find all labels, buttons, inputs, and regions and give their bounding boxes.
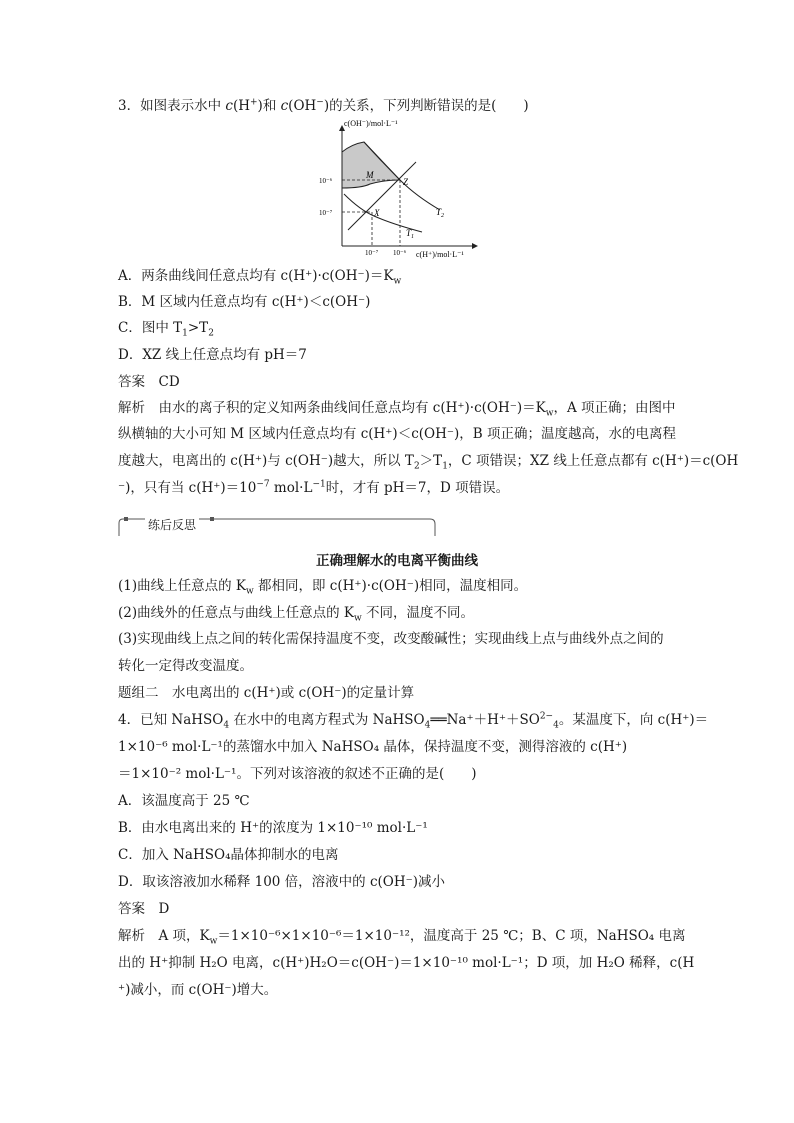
- q4-option-d: D．取该溶液加水稀释 100 倍，溶液中的 c(OH⁻)减小: [118, 874, 446, 890]
- label-t1: $T_1$: [406, 228, 415, 240]
- reflection-point-1: (1)曲线上任意点的 $K_w$ 都相同，即 c(H⁺)·c(OH⁻)相同，温度相同。: [118, 578, 528, 597]
- x-tick-high: 10⁻⁶: [393, 249, 407, 257]
- q4-analysis-2: 出的 H⁺抑制 H₂O 电离，c(H⁺)H₂O＝c(OH⁻)＝1×10⁻¹⁰ mol·L⁻¹；D 项，加 H₂O 稀释，c(H: [118, 955, 695, 971]
- q3-analysis-2: 纵横轴的大小可知 M 区域内任意点均有 c(H⁺)＜c(OH⁻)，B 项正确；温度越高，水的电离程: [118, 426, 676, 442]
- x-tick-low: 10⁻⁷: [365, 249, 379, 257]
- reflection-title: 正确理解水的电离平衡曲线: [316, 553, 478, 569]
- q3-stem: 3．如图表示水中 c(H+)和 c(OH−)的关系，下列判断错误的是( ): [118, 97, 529, 114]
- y-axis-label: c(OH⁻)/mol·L⁻¹: [344, 119, 398, 128]
- label-z: Z: [403, 177, 409, 187]
- curve-t1: [344, 194, 422, 232]
- q4-option-b: B．由水电离出来的 H⁺的浓度为 1×10⁻¹⁰ mol·L⁻¹: [118, 820, 428, 836]
- q4-analysis-3: ⁺)减小，而 c(OH⁻)增大。: [118, 982, 278, 998]
- q4-stem-1: 4．已知 NaHSO$_4$ 在水中的电离方程式为 $NaHSO_4══Na^++H^++SO^{2-}_4$。某温度下，向 c(H⁺)＝: [118, 711, 709, 731]
- group2-heading: 题组二 水电离出的 c(H⁺)或 c(OH⁻)的定量计算: [118, 685, 415, 701]
- q4-analysis-1: 解析 A 项，$K_w=1\times 10^{-6}\times 1\times 10^{-6}=1\times 10^{-12}$，温度高于 25 ℃；B、C 项，NaHSO₄ 电离: [118, 928, 686, 947]
- reflection-label: 练后反思: [145, 516, 199, 533]
- x-axis-label: c(H⁺)/mol·L⁻¹: [416, 250, 464, 259]
- q3-analysis-3: 度越大，电离出的 c(H⁺)与 c(OH⁻)越大，所以 $T_2>T_1$，C 项错误；XZ 线上任意点都有 c(H⁺)＝c(OH: [118, 453, 739, 472]
- q3-option-a: A．两条曲线间任意点均有 $c(H^+)\cdot c(OH^-)=K_w$: [118, 268, 402, 287]
- q3-answer: 答案 CD: [118, 374, 180, 390]
- reflection-point-3: (3)实现曲线上点之间的转化需保持温度不变，改变酸碱性；实现曲线上点与曲线外点之间的: [118, 631, 664, 647]
- y-tick-high: 10⁻⁶: [319, 177, 333, 185]
- reflection-point-3-cont: 转化一定得改变温度。: [118, 658, 253, 674]
- q3-option-b: B．M 区域内任意点均有 c(H⁺)＜c(OH⁻): [118, 294, 371, 310]
- q3-analysis-4: ⁻)，只有当 $c(H^+)=10^{-7}$ $mol\cdot L^{-1}$时，才有 pH＝7，D 项错误。: [118, 479, 510, 496]
- q4-option-a: A．该温度高于 25 ℃: [118, 793, 250, 809]
- q4-option-c: C．加入 NaHSO₄晶体抑制水的电离: [118, 847, 339, 863]
- label-m: M: [366, 170, 374, 180]
- q3-analysis-1: 解析 由水的离子积的定义知两条曲线间任意点均有 $c(H^+)\cdot c(OH^-)=K_w$，A 项正确；由图中: [118, 400, 676, 419]
- reflection-point-2: (2)曲线外的任意点与曲线上任意点的 $K_w$ 不同，温度不同。: [118, 605, 475, 624]
- ion-product-figure: [312, 118, 482, 260]
- q4-stem-2: 1×10⁻⁶ mol·L⁻¹的蒸馏水中加入 NaHSO₄ 晶体，保持温度不变，测得溶液的 c(H⁺): [118, 739, 628, 755]
- y-tick-low: 10⁻⁷: [319, 209, 333, 217]
- q3-option-c: C．图中 $T_1>T_2$: [118, 320, 214, 339]
- region-m: [342, 142, 400, 188]
- q4-stem-3: ＝1×10⁻² mol·L⁻¹。下列对该溶液的叙述不正确的是( ): [118, 766, 477, 782]
- q4-answer: 答案 D: [118, 901, 170, 917]
- q3-option-d: D．XZ 线上任意点均有 pH＝7: [118, 347, 307, 363]
- label-x: X: [374, 208, 380, 218]
- label-t2: $T_2$: [436, 207, 445, 219]
